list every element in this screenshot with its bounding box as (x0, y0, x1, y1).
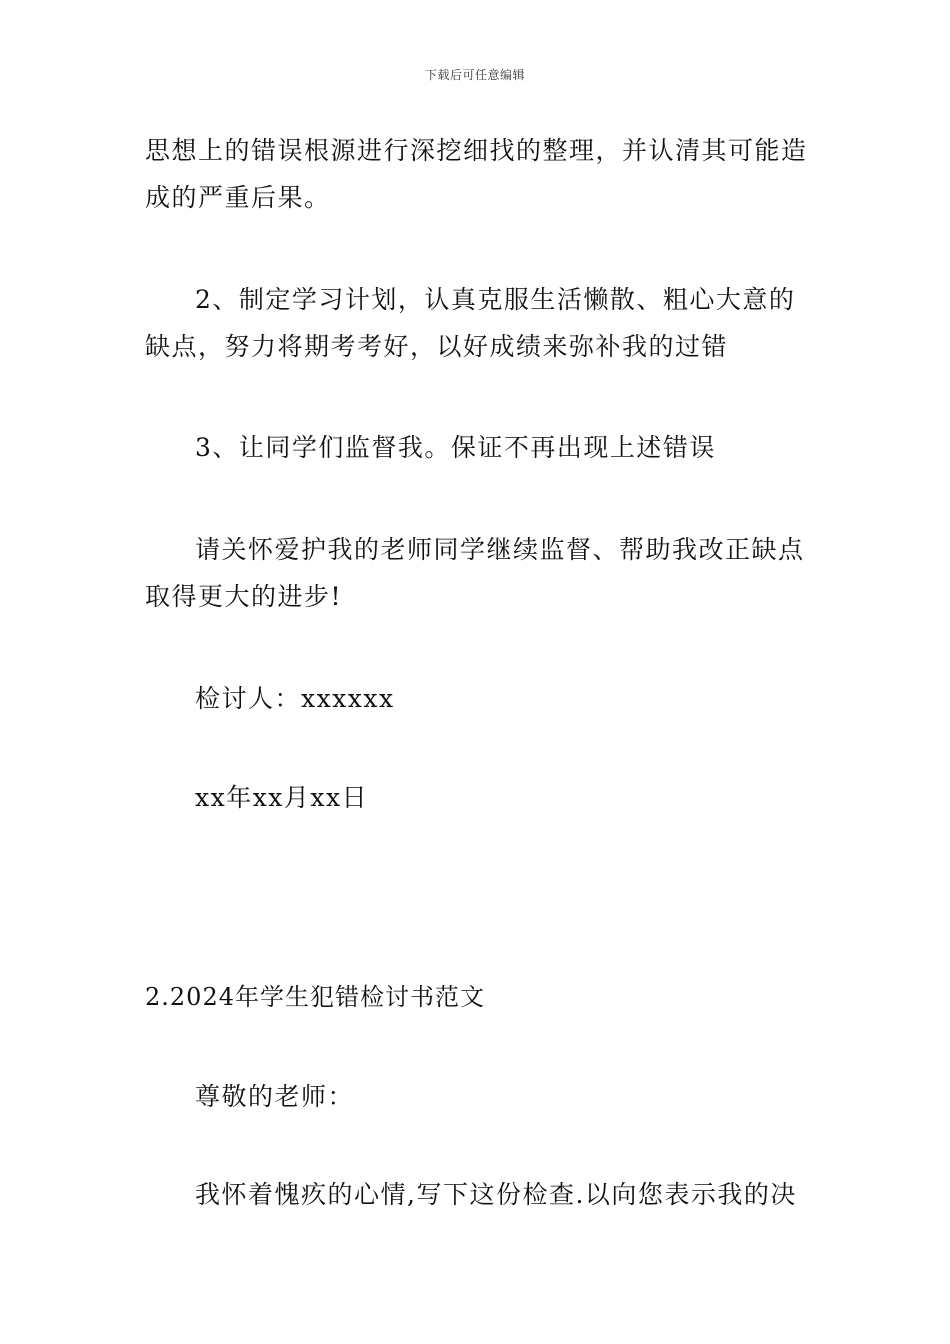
salutation: 尊敬的老师： (195, 1082, 355, 1111)
paragraph-supervision: 3、让同学们监督我。保证不再出现上述错误 (195, 433, 716, 462)
paragraph-request: 请关怀爱护我的老师同学继续监督、帮助我改正缺点取得更大的进步! (145, 535, 805, 611)
paragraph-opening: 我怀着愧疚的心情,写下这份检查.以向您表示我的决 (195, 1180, 797, 1209)
page-header: 下载后可任意编辑 (424, 68, 525, 82)
paragraph-error-roots: 思想上的错误根源进行深挖细找的整理，并认清其可能造成的严重后果。 (145, 136, 808, 212)
paragraph-study-plan: 2、制定学习计划，认真克服生活懒散、粗心大意的缺点，努力将期考考好，以好成绩来弥补我的过错 (145, 285, 796, 361)
date-line: xx年xx月xx日 (195, 783, 369, 812)
signature-line: 检讨人：xxxxxx (195, 684, 395, 713)
section-heading: 2.2024年学生犯错检讨书范文 (145, 983, 485, 1011)
